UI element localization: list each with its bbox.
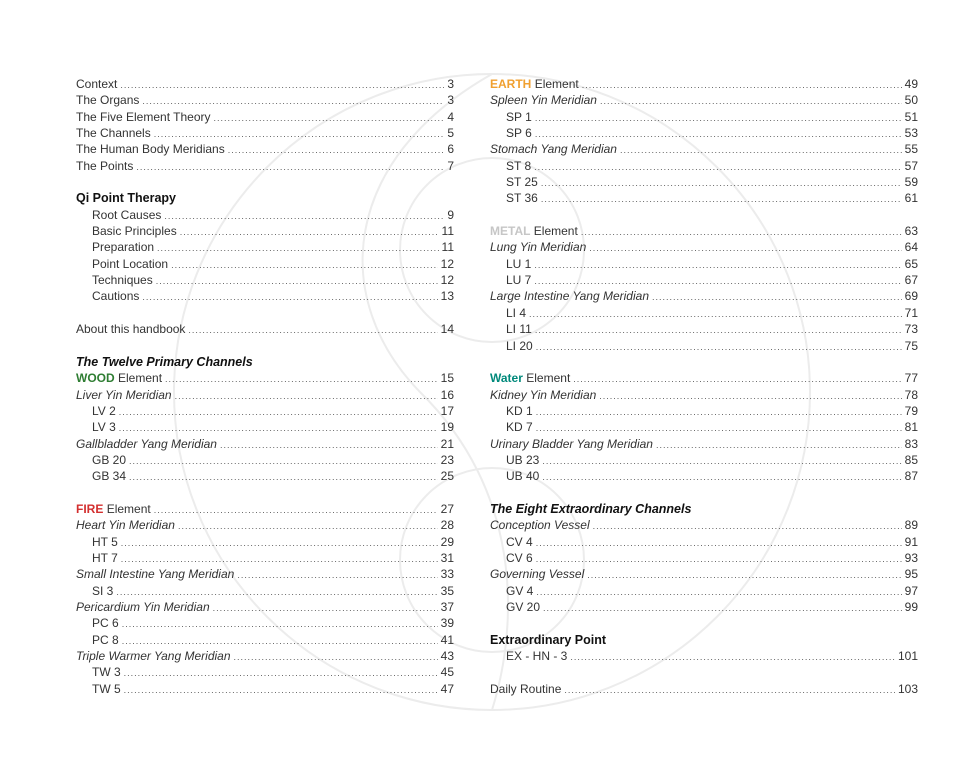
dot-leader xyxy=(121,551,438,567)
toc-entry-ht-5[interactable] xyxy=(76,534,454,550)
toc-entry-large-intestine-yang-meridian[interactable] xyxy=(490,288,918,304)
page-number: 64 xyxy=(904,240,918,255)
dot-leader xyxy=(164,208,444,224)
toc-entry-label xyxy=(490,223,578,239)
page-number: 87 xyxy=(904,469,918,484)
page-number: 81 xyxy=(904,420,918,435)
toc-entry-li-4[interactable] xyxy=(490,305,918,321)
toc-entry-label: UB 23 xyxy=(506,452,540,467)
toc-entry-label: KD 7 xyxy=(506,420,533,435)
dot-leader xyxy=(536,420,902,436)
page-number: 12 xyxy=(440,273,454,288)
dot-leader xyxy=(119,420,438,436)
page-number: 91 xyxy=(904,534,918,549)
dot-leader xyxy=(142,289,437,305)
toc-entry-sp-6[interactable] xyxy=(490,125,918,141)
toc-entry-li-20[interactable] xyxy=(490,338,918,354)
toc-entry-label: Small Intestine Yang Meridian xyxy=(76,567,235,582)
dot-leader xyxy=(541,191,902,207)
page-number: 79 xyxy=(904,403,918,418)
page-number: 11 xyxy=(441,224,454,239)
page-number: 6 xyxy=(447,142,454,157)
toc-entry-label: HT 5 xyxy=(92,534,118,549)
toc-entry-gallbladder-yang-meridian[interactable] xyxy=(76,436,454,452)
dot-leader xyxy=(529,306,902,322)
page-number: 14 xyxy=(440,322,454,337)
page-number: 3 xyxy=(447,93,454,108)
page-number: 23 xyxy=(440,452,454,467)
toc-entry-conception-vessel[interactable] xyxy=(490,517,918,533)
toc-entry-earth-element[interactable] xyxy=(490,76,918,92)
dot-leader xyxy=(175,388,438,404)
toc-entry-label xyxy=(76,501,151,517)
toc-entry-st-8[interactable] xyxy=(490,158,918,174)
page-number: 71 xyxy=(904,305,918,320)
toc-entry-point-location[interactable] xyxy=(76,256,454,272)
toc-entry-st-25[interactable] xyxy=(490,174,918,190)
toc-entry-ub-23[interactable] xyxy=(490,452,918,468)
page-number: 39 xyxy=(440,616,454,631)
toc-entry-label: Heart Yin Meridian xyxy=(76,518,175,533)
dot-leader xyxy=(656,437,902,453)
toc-entry-label: ST 8 xyxy=(506,158,532,173)
toc-entry-kidney-yin-meridian[interactable] xyxy=(490,387,918,403)
toc-entry-label: Context xyxy=(76,77,118,91)
toc-entry-lv-2[interactable] xyxy=(76,403,454,419)
toc-entry-label: About this handbook xyxy=(76,322,186,337)
dot-leader xyxy=(220,437,438,453)
page-number: 4 xyxy=(447,109,454,124)
toc-entry-label: GV 20 xyxy=(506,600,541,614)
dot-leader xyxy=(536,404,902,420)
toc-entry-label: SI 3 xyxy=(92,583,114,598)
toc-entry-label: Liver Yin Meridian xyxy=(76,387,172,402)
dot-leader xyxy=(188,322,437,338)
dot-leader xyxy=(165,371,438,387)
page-number: 83 xyxy=(904,436,918,451)
page-number: 49 xyxy=(904,77,918,91)
toc-entry-label: Techniques xyxy=(92,273,153,288)
toc-entry-label: Kidney Yin Meridian xyxy=(490,387,597,402)
toc-entry-label: LU 7 xyxy=(506,273,532,288)
toc-entry-gv-20[interactable] xyxy=(490,599,918,615)
page-number: 57 xyxy=(904,158,918,173)
toc-entry-daily-routine[interactable] xyxy=(490,681,918,697)
toc-entry-pc-6[interactable] xyxy=(76,615,454,631)
page-number: 63 xyxy=(904,224,918,239)
page-number: 29 xyxy=(440,534,454,549)
toc-right-column xyxy=(490,76,918,697)
toc-entry-root-causes[interactable] xyxy=(76,207,454,223)
toc-entry-context[interactable] xyxy=(76,76,454,92)
toc-entry-label: CV 4 xyxy=(506,534,533,549)
dot-leader xyxy=(122,616,438,632)
toc-entry-label: EX - HN - 3 xyxy=(506,649,568,664)
toc-entry-triple-warmer-yang-meridian[interactable] xyxy=(76,648,454,664)
toc-spacer xyxy=(490,207,918,223)
dot-leader xyxy=(536,535,902,551)
toc-entry-label: KD 1 xyxy=(506,403,533,418)
dot-leader xyxy=(535,110,902,126)
toc-entry-about-this-handbook[interactable] xyxy=(76,321,454,337)
dot-leader xyxy=(534,273,901,289)
page-number: 37 xyxy=(440,600,454,614)
toc-entry-label: Point Location xyxy=(92,256,169,271)
toc-entry-tw-3[interactable] xyxy=(76,664,454,680)
page-number: 5 xyxy=(447,126,454,141)
page-number: 7 xyxy=(447,158,454,173)
page-number: 12 xyxy=(440,256,454,271)
page-number: 55 xyxy=(904,142,918,157)
toc-entry-label: Pericardium Yin Meridian xyxy=(76,600,210,614)
dot-leader xyxy=(142,93,444,109)
toc-entry-label: Basic Principles xyxy=(92,224,177,239)
dot-leader xyxy=(534,159,902,175)
page-number: 53 xyxy=(904,126,918,141)
dot-leader xyxy=(121,535,438,551)
toc-entry-label: PC 8 xyxy=(92,632,119,647)
toc-spacer xyxy=(490,615,918,631)
toc-entry-label xyxy=(76,370,162,386)
dot-leader xyxy=(536,339,902,355)
page-number: 97 xyxy=(904,583,918,598)
page-number: 61 xyxy=(904,191,918,206)
page-number: 28 xyxy=(440,518,454,533)
toc-entry-label: Daily Routine xyxy=(490,681,562,696)
dot-leader xyxy=(543,600,902,616)
page-number: 17 xyxy=(440,403,454,418)
toc-entry-heart-yin-meridian[interactable] xyxy=(76,517,454,533)
dot-leader xyxy=(534,257,901,273)
dot-leader xyxy=(573,371,901,387)
toc-entry-liver-yin-meridian[interactable] xyxy=(76,387,454,403)
page-number: 65 xyxy=(904,256,918,271)
toc-entry-label: UB 40 xyxy=(506,469,540,484)
toc-entry-basic-principles[interactable] xyxy=(76,223,454,239)
dot-leader xyxy=(581,224,902,240)
toc-entry-label: LV 3 xyxy=(92,420,116,435)
page-number: 31 xyxy=(440,550,454,565)
page-number: 75 xyxy=(904,338,918,353)
dot-leader xyxy=(620,142,902,158)
dot-leader xyxy=(652,289,902,305)
element-keyword-wood: WOOD xyxy=(76,371,115,386)
dot-leader xyxy=(171,257,438,273)
toc-entry-label: TW 3 xyxy=(92,665,121,680)
toc-entry-li-11[interactable] xyxy=(490,321,918,337)
dot-leader xyxy=(582,77,902,93)
toc-entry-spleen-yin-meridian[interactable] xyxy=(490,92,918,108)
element-label: Element xyxy=(118,371,163,386)
dot-leader xyxy=(120,77,444,93)
toc-entry-label: ST 25 xyxy=(506,175,538,190)
dot-leader xyxy=(157,240,438,256)
toc-entry-sp-1[interactable] xyxy=(490,109,918,125)
dot-leader xyxy=(589,240,901,256)
page-number: 73 xyxy=(904,322,918,337)
toc-entry-label: The Five Element Theory xyxy=(76,109,211,124)
element-label: Element xyxy=(534,77,579,91)
dot-leader xyxy=(593,518,902,534)
dot-leader xyxy=(234,649,438,665)
toc-entry-wood-element[interactable] xyxy=(76,370,454,386)
toc-entry-cautions[interactable] xyxy=(76,288,454,304)
page-number: 95 xyxy=(904,567,918,582)
dot-leader xyxy=(180,224,439,240)
toc-entry-lv-3[interactable] xyxy=(76,419,454,435)
section-heading-the-twelve-primary-channels: The Twelve Primary Channels xyxy=(76,354,253,369)
dot-leader xyxy=(228,142,445,158)
toc-entry-ub-40[interactable] xyxy=(490,468,918,484)
dot-leader xyxy=(156,273,438,289)
toc-entry-small-intestine-yang-meridian[interactable] xyxy=(76,566,454,582)
toc-entry-cv-6[interactable] xyxy=(490,550,918,566)
dot-leader xyxy=(542,469,901,485)
toc-entry-label xyxy=(490,76,579,92)
toc-entry-ex-hn-3[interactable] xyxy=(490,648,918,664)
dot-leader xyxy=(122,633,438,649)
toc-entry-label: SP 1 xyxy=(506,109,532,124)
toc-entry-label: Preparation xyxy=(92,240,155,255)
dot-leader xyxy=(129,469,438,485)
toc-entry-label: LI 11 xyxy=(506,322,532,337)
dot-leader xyxy=(564,682,895,698)
section-heading-extraordinary-point: Extraordinary Point xyxy=(490,632,606,647)
toc-entry-label: Urinary Bladder Yang Meridian xyxy=(490,436,653,451)
toc-entry-label xyxy=(490,370,570,386)
page-number: 89 xyxy=(904,518,918,533)
page-number: 43 xyxy=(440,649,454,664)
toc-entry-label: The Human Body Meridians xyxy=(76,142,225,157)
toc-entry-urinary-bladder-yang-meridian[interactable] xyxy=(490,436,918,452)
toc-entry-ht-7[interactable] xyxy=(76,550,454,566)
dot-leader xyxy=(599,388,901,404)
toc-entry-label: LI 4 xyxy=(506,305,527,320)
toc-entry-governing-vessel[interactable] xyxy=(490,566,918,582)
toc-spacer xyxy=(490,664,918,680)
toc-entry-label: LI 20 xyxy=(506,338,533,353)
dot-leader xyxy=(178,518,438,534)
dot-leader xyxy=(154,502,438,518)
dot-leader xyxy=(535,322,902,338)
dot-leader xyxy=(214,110,445,126)
toc-entry-label: Stomach Yang Meridian xyxy=(490,142,617,157)
page-number: 45 xyxy=(440,665,454,680)
toc-entry-the-points[interactable] xyxy=(76,158,454,174)
page-number: 67 xyxy=(904,273,918,288)
toc-spacer xyxy=(490,485,918,501)
section-heading-qi-point-therapy: Qi Point Therapy xyxy=(76,191,177,206)
page-number: 19 xyxy=(440,420,454,435)
page-number: 15 xyxy=(440,371,454,386)
dot-leader xyxy=(124,682,438,698)
toc-entry-label: CV 6 xyxy=(506,550,533,565)
toc-spacer xyxy=(490,354,918,370)
page-number: 78 xyxy=(904,387,918,402)
toc-entry-pericardium-yin-meridian[interactable] xyxy=(76,599,454,615)
page-number: 13 xyxy=(440,289,454,304)
page-number: 35 xyxy=(440,583,454,598)
dot-leader xyxy=(136,159,444,175)
toc-entry-label: GV 4 xyxy=(506,583,534,598)
toc-entry-lung-yin-meridian[interactable] xyxy=(490,239,918,255)
toc-entry-label: Governing Vessel xyxy=(490,567,585,582)
toc-entry-the-organs[interactable] xyxy=(76,92,454,108)
toc-entry-label: Root Causes xyxy=(92,207,162,222)
dot-leader xyxy=(119,404,438,420)
section-heading-the-eight-extraordinary-channels: The Eight Extraordinary Channels xyxy=(490,501,692,516)
toc-spacer xyxy=(76,174,454,190)
toc-entry-label: TW 5 xyxy=(92,681,121,696)
page-number: 3 xyxy=(447,77,454,91)
toc-entry-gb-20[interactable] xyxy=(76,452,454,468)
toc-entry-kd-1[interactable] xyxy=(490,403,918,419)
toc-entry-label: Gallbladder Yang Meridian xyxy=(76,436,217,451)
page-number: 77 xyxy=(904,371,918,386)
toc-left-column xyxy=(76,76,454,697)
toc-entry-gb-34[interactable] xyxy=(76,468,454,484)
toc-entry-si-3[interactable] xyxy=(76,583,454,599)
toc-entry-lu-7[interactable] xyxy=(490,272,918,288)
toc-entry-preparation[interactable] xyxy=(76,239,454,255)
toc-entry-label: Spleen Yin Meridian xyxy=(490,93,597,108)
toc-entry-techniques[interactable] xyxy=(76,272,454,288)
toc-entry-fire-element[interactable] xyxy=(76,501,454,517)
dot-leader xyxy=(237,567,437,583)
toc-entry-label: LV 2 xyxy=(92,403,116,418)
toc-spacer xyxy=(76,485,454,501)
toc-entry-metal-element[interactable] xyxy=(490,223,918,239)
toc-entry-label: HT 7 xyxy=(92,550,118,565)
toc-entry-label: LU 1 xyxy=(506,256,532,271)
toc-entry-lu-1[interactable] xyxy=(490,256,918,272)
element-label: Element xyxy=(106,501,151,516)
toc-entry-label: PC 6 xyxy=(92,616,119,631)
page-number: 33 xyxy=(440,567,454,582)
toc-spacer xyxy=(76,305,454,321)
toc-entry-water-element[interactable] xyxy=(490,370,918,386)
toc-entry-label: GB 20 xyxy=(92,452,127,467)
page-number: 16 xyxy=(440,387,454,402)
page-number: 27 xyxy=(440,501,454,516)
dot-leader xyxy=(600,93,902,109)
toc-entry-label: The Organs xyxy=(76,93,140,108)
page-number: 11 xyxy=(441,240,454,255)
element-keyword-metal: METAL xyxy=(490,224,531,239)
page-number: 59 xyxy=(904,175,918,190)
page-number: 9 xyxy=(447,207,454,222)
toc-entry-stomach-yang-meridian[interactable] xyxy=(490,141,918,157)
dot-leader xyxy=(536,551,902,567)
dot-leader xyxy=(570,649,895,665)
dot-leader xyxy=(587,567,901,583)
element-label: Element xyxy=(526,371,571,386)
toc-entry-tw-5[interactable] xyxy=(76,681,454,697)
page-number: 41 xyxy=(440,632,454,647)
page-number: 93 xyxy=(904,550,918,565)
dot-leader xyxy=(129,453,438,469)
element-keyword-fire: FIRE xyxy=(76,501,104,516)
page-number: 101 xyxy=(897,649,918,664)
toc-entry-the-human-body-meridians[interactable] xyxy=(76,141,454,157)
page-number: 50 xyxy=(904,93,918,108)
page-number: 51 xyxy=(904,109,918,124)
element-keyword-earth: EARTH xyxy=(490,77,532,91)
toc-entry-cv-4[interactable] xyxy=(490,534,918,550)
element-keyword-water: Water xyxy=(490,371,523,386)
toc-entry-label: The Points xyxy=(76,158,134,173)
toc-entry-kd-7[interactable] xyxy=(490,419,918,435)
toc-entry-label: Conception Vessel xyxy=(490,518,590,533)
dot-leader xyxy=(213,600,438,616)
toc-entry-label: Large Intestine Yang Meridian xyxy=(490,289,649,304)
page-number: 47 xyxy=(440,681,454,696)
dot-leader xyxy=(542,453,901,469)
page-number: 69 xyxy=(904,289,918,304)
dot-leader xyxy=(116,584,437,600)
dot-leader xyxy=(541,175,902,191)
toc-entry-label: The Channels xyxy=(76,126,151,141)
dot-leader xyxy=(536,584,901,600)
toc-entry-st-36[interactable] xyxy=(490,190,918,206)
toc-entry-label: GB 34 xyxy=(92,469,127,484)
toc-entry-label: Lung Yin Meridian xyxy=(490,240,587,255)
page-number: 21 xyxy=(440,436,454,451)
dot-leader xyxy=(535,126,902,142)
page-number: 103 xyxy=(897,681,918,696)
page-number: 85 xyxy=(904,452,918,467)
toc-entry-label: ST 36 xyxy=(506,191,538,206)
toc-entry-gv-4[interactable] xyxy=(490,583,918,599)
element-label: Element xyxy=(533,224,578,239)
toc-entry-the-channels[interactable] xyxy=(76,125,454,141)
toc-entry-label: Cautions xyxy=(92,289,140,304)
toc-spacer xyxy=(76,338,454,354)
dot-leader xyxy=(124,665,438,681)
page-number: 25 xyxy=(440,469,454,484)
dot-leader xyxy=(154,126,445,142)
toc-entry-label: SP 6 xyxy=(506,126,532,141)
toc-entry-the-five-element-theory[interactable] xyxy=(76,109,454,125)
page-number: 99 xyxy=(904,600,918,614)
toc-entry-pc-8[interactable] xyxy=(76,632,454,648)
toc-entry-label: Triple Warmer Yang Meridian xyxy=(76,649,231,664)
